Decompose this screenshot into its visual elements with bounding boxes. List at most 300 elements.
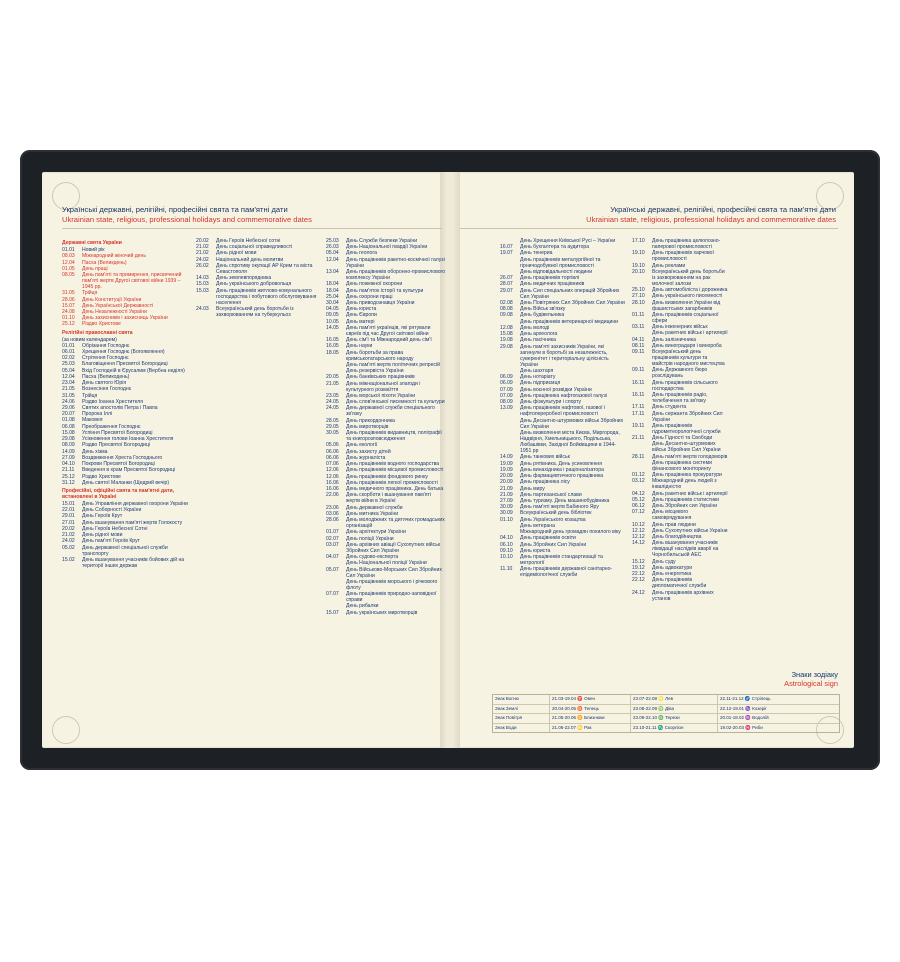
holiday-date [500,418,520,430]
holiday-date: 25.03 [326,238,339,244]
holiday-name: День реклами [652,262,686,269]
holiday-name: День митника України [346,510,399,517]
holiday-name: День працівників місцевої промисловості [346,467,444,474]
holiday-name: Хрещення Господнє (Богоявлення) [82,348,165,355]
holiday-date: 12.04 [62,259,75,266]
holiday-row [62,361,190,367]
holiday-name: День державної служби спеціального зв'язку [346,405,435,418]
holiday-date [326,368,346,374]
holiday-name: День пам'яток історії та культури [346,287,424,294]
holiday-date: 16.06 [326,486,339,493]
holiday-date: 19.09 [500,466,513,473]
holiday-name: День українського добровольця [216,281,292,288]
holiday-row [500,399,626,405]
holiday-name: Пасха (Великдень) [82,259,127,266]
holiday-date: 09.05 [326,312,339,319]
holiday-date: 20.07 [62,411,75,418]
holiday-name: Вознесіння Господнє [82,386,132,393]
holiday-name: Всеукраїнський день бібліотек [520,510,592,517]
holiday-date: 01.01 [62,247,75,254]
holiday-row [62,393,190,399]
holiday-name: День автомобіліста і дорожника [652,287,728,294]
holiday-date: 24.08 [62,309,75,316]
holiday-list-4 [500,238,626,578]
holiday-date: 24.06 [62,398,75,405]
holiday-date: 19.11 [632,422,645,429]
holiday-date: 06.09 [500,374,513,381]
section-state-holidays: Державні свята України [62,240,122,246]
holiday-date: 05.06 [326,442,339,449]
holiday-row [632,559,728,565]
holiday-date: 01.01 [62,342,75,349]
holiday-date: 12.04 [326,256,339,263]
holiday-row [500,393,626,399]
holiday-row [196,244,322,250]
holiday-row [326,442,446,448]
holiday-row [500,380,626,386]
holiday-row [632,238,728,250]
holiday-row [500,517,626,523]
holiday-name: День працівника лісу [520,479,570,486]
holiday-row [62,368,190,374]
holiday-row [62,297,190,303]
holiday-date: 15.02 [62,556,75,563]
holiday-row [500,566,626,578]
holiday-row [632,503,728,509]
holiday-row [500,312,626,318]
holiday-row [500,479,626,485]
holiday-date: 06.10 [500,541,513,548]
holiday-row [62,538,190,544]
holiday-date: 26.02 [196,262,209,269]
holiday-row [632,478,728,490]
holiday-name: День працівників морського і річкового флоту [346,578,438,591]
holiday-name: День архітектури України [346,529,406,536]
holiday-name: День Незалежності України [82,309,147,316]
holiday-row [62,430,190,436]
holiday-row [62,253,190,259]
holiday-name: День відповідальності людини [520,268,593,275]
holiday-row [500,250,626,256]
column-2 [196,238,322,318]
section-note: (за новим календарем) [62,336,117,343]
holiday-name: День нотаріату [520,374,556,381]
holiday-date: 04.05 [326,306,339,313]
holiday-date: 19.10 [632,262,645,269]
holiday-name: День бухгалтера та аудитора [520,244,590,251]
holiday-date: 16.07 [500,244,513,251]
holiday-date: 06.06 [326,448,339,455]
holiday-date: 16.05 [326,337,339,344]
holiday-row [632,460,728,472]
holiday-row [632,287,728,293]
holiday-name: День працівника целюлозно-паперової промисловості [652,238,721,251]
holiday-date: 21.11 [632,435,645,442]
holiday-date: 31.05 [62,392,75,399]
holiday-row [500,275,626,281]
holiday-name: День працівників сільського господарства [652,379,718,392]
holiday-date: 21.09 [500,491,513,498]
holiday-name: День працівників гідрометеорологічної служби [652,422,721,435]
holiday-date: 15.01 [62,500,75,507]
holiday-name: День працівників статистики [652,496,720,503]
holiday-date: 07.09 [500,386,513,393]
holiday-name: День українських миротворців [346,609,418,616]
holiday-date: 14.12 [632,540,645,547]
holiday-row [326,337,446,343]
holiday-date: 22.01 [62,507,75,514]
holiday-date: 20.09 [500,473,513,480]
holiday-name: День Сухопутних військ України [652,527,728,534]
holiday-row [62,272,190,290]
holiday-row [500,319,626,325]
holiday-row [632,330,728,336]
holiday-name: День захисту дітей [346,448,391,455]
zodiac-sign-2: 23.08-22.09 ♍ Діва [631,705,718,714]
holiday-row [62,455,190,461]
holiday-name: Воздвиження Хреста Господнього [82,454,163,461]
holiday-name: День Героїв Крут [82,513,123,520]
holiday-row [500,554,626,566]
holiday-date [500,319,520,325]
holiday-name: День святої Маланки (Щедрий вечір) [82,479,170,486]
holiday-date: 15.03 [196,281,209,288]
holiday-name: День вшанування учасників ліквідації наслідків аварії на Чорнобильській АЕС [652,540,719,559]
right-page-header [560,205,836,224]
holiday-row [500,238,626,244]
holiday-row [326,505,446,511]
holiday-row [62,467,190,473]
holiday-row [326,312,446,318]
holiday-row [62,411,190,417]
holiday-row [326,399,446,405]
holiday-name: День пожежної охорони [346,281,403,288]
holiday-name: Різдво Пресвятої Богородиці [82,442,151,449]
holiday-date: 02.08 [500,299,513,306]
holiday-name: День залізничника [652,336,696,343]
holiday-name: День науки [346,343,373,350]
holiday-date: 18.05 [326,349,339,356]
holiday-name: День міжнаціональної злагоди і культурного розмаїття [346,380,421,393]
zodiac-row [493,695,839,705]
holiday-name: День працівників водного господарства [346,461,440,468]
holiday-row [632,534,728,540]
holiday-date: 24.05 [326,405,339,412]
holiday-name: День Хрещення Київської Русі – України [520,238,616,244]
holiday-row [196,238,322,244]
holiday-row [326,517,446,529]
holiday-name: День працівників житлово-комунального господарства і побутового обслуговування населення [216,287,317,306]
holiday-row [326,480,446,486]
holiday-name: Всеукраїнський день працівників культури та майстрів народного мистецтва [652,349,725,368]
holiday-date: 21.02 [196,244,209,251]
zodiac-sign-2: 23.10-21.11 ♏ Скорпіон [631,724,718,733]
holiday-row [632,380,728,392]
holiday-row [632,491,728,497]
holiday-date: 14.09 [500,454,513,461]
holiday-date: 15.08 [62,429,75,436]
holiday-name: День святого Юрія [82,380,127,387]
holiday-name: День працівників ветеринарної медицини [520,318,618,325]
holiday-date: 01.08 [62,417,75,424]
holiday-name: День працівників соціальної сфери [652,311,719,324]
zodiac-title-en: Astrological sign [784,679,838,689]
holiday-name: Різдво Христове [82,473,121,480]
holiday-row [500,461,626,467]
holiday-date: 04.07 [326,554,339,561]
holiday-row [326,306,446,312]
holiday-date: 22.12 [632,571,645,578]
holiday-date: 12.04 [62,373,75,380]
holiday-date: 02.02 [62,355,75,362]
holiday-name: День Сил спеціальних операцій Збройних Сил України [520,287,620,300]
holiday-name: День інженерних військ [652,324,708,331]
holiday-row [500,306,626,312]
holiday-row [326,430,446,442]
holiday-name: День працівника системи фінансового моніторингу [652,459,712,472]
holiday-date: 21.02 [62,532,75,539]
holiday-date: 08.08 [500,306,513,313]
holiday-name: День хізма [82,448,108,455]
right-header-ua: Українські державні, релігійні, професійні свята та пам'ятні дати [610,205,836,214]
holiday-name: День місцевого самоврядування [652,509,692,522]
holiday-date: 12.12 [632,534,645,541]
holiday-name: День Збройних Сил України [520,541,587,548]
zodiac-title-ua: Знаки зодіаку [791,670,838,679]
holiday-row [62,309,190,315]
holiday-name: День працівників радіо, телебачення та зв'язку [652,391,708,405]
holiday-name: Всеукраїнський день боротьби із захворюванням на рак молочної залози [652,268,725,287]
zodiac-sign-1: 21.03-19.04 ♈ Овен [550,695,631,704]
holiday-date: 24.02 [62,538,75,545]
holiday-row [326,374,446,380]
holiday-date: 31.05 [62,290,75,297]
holiday-row [196,281,322,287]
holiday-date: 13.04 [326,268,339,275]
holiday-name: День виноградаря і винороба [652,342,722,349]
left-header-rule [62,228,442,229]
holiday-name: День працівників дипломатичної служби [652,577,707,590]
holiday-name: День енергетика [652,571,692,578]
holiday-name: День Служби безпеки України [346,238,418,244]
holiday-date: 21.05 [62,386,75,393]
holiday-name: День поліції України [346,535,394,542]
holiday-date: 25.12 [62,321,75,328]
holiday-name: День слов'янської писемності та культури [346,399,445,406]
holiday-row [326,529,446,535]
holiday-date: 14.05 [326,324,339,331]
holiday-date: 26.07 [500,275,513,282]
holiday-name: День сержанта Збройних Сил України [652,410,723,423]
holiday-date: 05.04 [62,367,75,374]
holiday-date: 10.10 [500,554,513,561]
holiday-row [326,567,446,579]
holiday-name: День працівників стандартизації та метрології [520,554,603,567]
holiday-name: День тенериа [520,250,553,257]
zodiac-element: Знак Повітря [493,714,550,723]
holiday-row [196,257,322,263]
holiday-date: 07.12 [632,509,645,516]
holiday-date: 03.07 [326,541,339,548]
holiday-row [632,577,728,589]
column-1 [62,238,190,569]
holiday-row [326,474,446,480]
holiday-row [500,418,626,430]
holiday-date: 15.12 [632,558,645,565]
holiday-date: 16.11 [632,379,645,386]
holiday-name: День працівника прокуратури [652,472,722,479]
holiday-name: День морської піхоти України [346,392,416,399]
holiday-row [632,312,728,324]
holiday-date: 03.06 [326,510,339,517]
holiday-row [632,571,728,577]
holiday-row [500,535,626,541]
holiday-name: День геолога [346,250,377,257]
holiday-row [632,411,728,423]
holiday-date: 29.07 [500,287,513,294]
holiday-row [632,497,728,503]
holiday-name: День пам'яті захисників України, які загинули в боротьбі за незалежність, суверенітет і територіальну цілісність України [520,343,609,368]
holiday-row [326,418,446,424]
holiday-row [632,528,728,534]
holiday-date: 27.01 [62,519,75,526]
holiday-date: 23.06 [326,504,339,511]
holiday-row [500,542,626,548]
holiday-name: День екології [346,442,378,449]
holiday-date: 30.04 [326,299,339,306]
holiday-date: 01.11 [632,311,645,318]
holiday-row [632,423,728,435]
holiday-name: День Десантно-штурмових військ Збройних Сил України [520,417,624,430]
holiday-name: День пам'яті жертв Бабиного Яру [520,504,599,511]
holiday-name: День державної служби [346,504,403,511]
holiday-date: 23.05 [326,392,339,399]
holiday-date: 05.04 [326,250,339,257]
holiday-name: День працівників архівних установ [652,589,714,602]
holiday-date [500,368,520,374]
holiday-name: День Повітряних Сил Збройних Сил України [520,299,625,306]
holiday-name: Пророка Іллі [82,411,113,418]
holiday-date [500,257,520,269]
holiday-name: День працівників оборонно-промислового комплексу України [346,268,446,282]
holiday-name: День молоді [520,324,550,331]
holiday-name: День працівників легкої промисловості [346,479,438,486]
holiday-row [500,288,626,300]
holiday-date: 16.05 [326,343,339,350]
holiday-date: 10.12 [632,521,645,528]
holiday-name: Трійця [82,290,98,297]
holiday-name: День прав людини [652,521,696,528]
holiday-row [500,331,626,337]
holiday-name: День сім'ї та Міжнародний день сім'ї [346,337,432,344]
holiday-row [500,244,626,250]
holiday-name: День ветерана [520,522,555,529]
holiday-date: 01.05 [62,265,75,272]
holiday-date: 05.12 [632,496,645,503]
holiday-row [326,368,446,374]
holiday-row [500,344,626,368]
holiday-row [196,306,322,318]
holiday-date: 17.10 [632,238,645,244]
holiday-row [326,610,446,616]
holiday-row [62,507,190,513]
holiday-row [632,392,728,404]
holiday-list-2 [196,238,322,318]
holiday-date [326,362,346,368]
holiday-row [500,368,626,374]
holiday-row [326,467,446,473]
holiday-date: 27.09 [62,454,75,461]
holiday-date: 29.01 [62,513,75,520]
holiday-row [62,321,190,327]
holiday-row [62,532,190,538]
holiday-row [326,603,446,609]
holiday-row [326,486,446,492]
holiday-name: День вшанування учасників бойових дій на території інших держав [82,556,185,569]
holiday-date: 29.05 [326,423,339,430]
holiday-row [632,522,728,528]
holiday-row [62,315,190,321]
zodiac-sign-1: 21.05-20.06 ♊ Близнюки [550,714,631,723]
holiday-row [326,300,446,306]
holiday-name: День пам'яті жертв політичних репресій [346,361,440,368]
holiday-date: 27.10 [632,293,645,300]
holiday-date [500,430,520,454]
column-3 [326,238,446,616]
holiday-name: День ракетних військ і артилерії [652,490,728,497]
holiday-row [62,386,190,392]
zodiac-sign-3: 22.12-19.01 ♑ Козеріг [720,705,767,711]
holiday-name: День воєнної розвідки України [520,386,592,393]
holiday-name: День працівників видавництв, поліграфії та книгорозповсюдження [346,430,442,443]
holiday-date: 28.11 [632,453,645,460]
holiday-row [326,405,446,417]
holiday-name: День молодіжних та дитячих громадських організацій [346,517,445,530]
holiday-name: День судово-експерта [346,554,399,561]
holiday-date [500,269,520,275]
holiday-name: Різдво Іоанна Хрестителя [82,398,144,405]
holiday-row [62,442,190,448]
holiday-row [62,461,190,467]
holiday-date: 19.10 [632,250,645,257]
holiday-date: 04.12 [632,490,645,497]
holiday-name: День будівельника [520,312,565,319]
holiday-row [500,492,626,498]
holiday-name: День юриста [346,306,377,313]
zodiac-row [493,705,839,715]
holiday-name: День спротиву окупації АР Крим та міста Севастополя [216,262,313,275]
holiday-row [500,430,626,454]
holiday-date [326,579,346,591]
zodiac-sign-3: 20.01-18.02 ♒ Водолій [720,715,769,721]
holiday-date: 06.09 [500,380,513,387]
corner-decoration [52,716,80,744]
holiday-name: День туризму. День машинобудівника [520,497,610,504]
holiday-row [500,486,626,492]
zodiac-element: Знак Землі [493,705,550,714]
holiday-date: 05.07 [326,566,339,573]
holiday-name: Міжнародний жіночий день [82,253,146,260]
zodiac-table [492,694,840,733]
holiday-date: 05.02 [62,544,75,551]
holiday-name: День пам'яті та примирення, присвячений пам'яті жертв Другої світової війни 1939 – 1945 рр. [82,271,182,291]
holiday-row [632,509,728,521]
holiday-date: 12.12 [632,527,645,534]
holiday-date: 12.06 [326,467,339,474]
holiday-date: 06.12 [632,503,645,510]
holiday-row [62,355,190,361]
holiday-row [500,467,626,473]
